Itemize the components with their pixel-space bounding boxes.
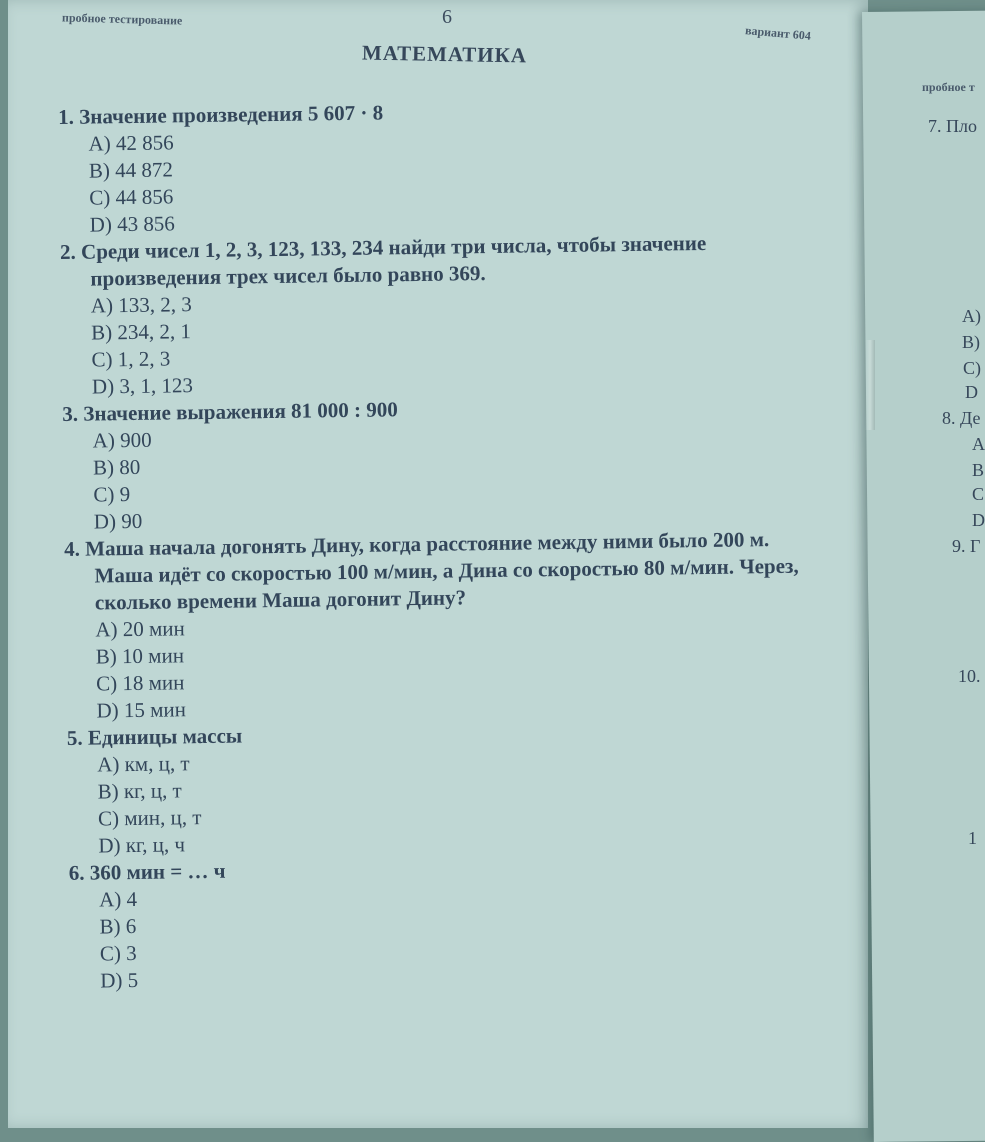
right-fragment: 7. Пло xyxy=(928,116,977,136)
answer-option-a: A) 42 856 xyxy=(88,130,174,156)
answer-option-c: C) 9 xyxy=(93,482,131,507)
right-fragment: A xyxy=(972,434,985,454)
question-line: 3. Значение выражения 81 000 : 900 xyxy=(62,397,398,426)
right-fragment: 10. xyxy=(958,666,981,686)
right-fragment: C) xyxy=(963,358,981,378)
question-line: 1. Значение произведения 5 607 · 8 xyxy=(58,100,384,129)
right-fragment: D xyxy=(972,510,985,530)
question-text xyxy=(64,525,865,617)
question-4 xyxy=(64,525,867,725)
answer-option-c: C) 1, 2, 3 xyxy=(91,346,171,372)
question-line: Маша идёт со скоростью 100 м/мин, а Дина со скоростью 80 м/мин. Через, xyxy=(94,553,799,588)
right-fragment: B xyxy=(972,460,985,480)
right-page-content xyxy=(870,72,985,1128)
answer-option-b: B) 10 мин xyxy=(95,643,185,669)
question-5 xyxy=(67,714,869,860)
answer-option-b: B) 80 xyxy=(92,454,141,480)
answer-option-d: D) 3, 1, 123 xyxy=(91,373,194,399)
header-test-label: пробное тестирование xyxy=(61,10,183,28)
question-3 xyxy=(62,390,864,536)
answer-option-a: A) 900 xyxy=(92,427,152,453)
answer-option-c: C) 3 xyxy=(99,940,137,966)
answer-option-c: C) 44 856 xyxy=(89,184,174,210)
answer-option-c: C) мин, ц, т xyxy=(97,805,202,831)
question-line: сколько времени Маша догонит Дину? xyxy=(94,585,467,615)
right-fragment: 1 xyxy=(968,828,977,848)
question-line: 5. Единицы массы xyxy=(66,723,243,750)
answer-option-d: D) 15 мин xyxy=(96,697,187,723)
answer-option-a: A) км, ц, т xyxy=(97,751,190,777)
right-fragment: A) xyxy=(962,306,981,326)
answer-option-b: B) 6 xyxy=(99,913,137,939)
right-fragment: 9. Г xyxy=(952,536,981,556)
answer-option-a: A) 20 мин xyxy=(95,616,185,642)
right-page-header: пробное т xyxy=(922,80,975,94)
answer-option-d: D) 43 856 xyxy=(89,211,176,237)
question-line: 2. Среди чисел 1, 2, 3, 123, 133, 234 найди три числа, чтобы значение xyxy=(59,230,707,264)
question-2 xyxy=(60,228,862,401)
question-6 xyxy=(69,849,871,995)
answer-option-b: B) 234, 2, 1 xyxy=(91,319,192,345)
questions-list xyxy=(58,93,870,995)
right-fragment: B) xyxy=(962,332,980,352)
answer-option-c: C) 18 мин xyxy=(95,670,185,696)
page-title: МАТЕМАТИКА xyxy=(361,40,528,68)
question-line: произведения трех чисел было равно 369. xyxy=(90,261,486,291)
answer-option-d: D) 5 xyxy=(100,967,139,993)
right-fragment: D xyxy=(965,382,978,402)
variant-label: вариант 604 xyxy=(744,23,812,43)
answer-option-b: B) 44 872 xyxy=(88,157,174,183)
right-fragment: C xyxy=(972,484,985,504)
answer-option-a: A) 133, 2, 3 xyxy=(90,292,192,318)
page-number: 6 xyxy=(442,6,452,28)
question-line: 6. 360 мин = … ч xyxy=(68,858,226,885)
question-1 xyxy=(58,93,860,239)
question-line: 4. Маша начала догонять Дину, когда расстояние между ними было 200 м. xyxy=(64,527,770,561)
answer-option-d: D) кг, ц, ч xyxy=(98,832,186,858)
answer-option-d: D) 90 xyxy=(93,508,143,534)
answer-option-a: A) 4 xyxy=(98,886,138,912)
answer-option-b: B) кг, ц, т xyxy=(97,778,182,804)
right-fragment: 8. Де xyxy=(942,408,981,428)
